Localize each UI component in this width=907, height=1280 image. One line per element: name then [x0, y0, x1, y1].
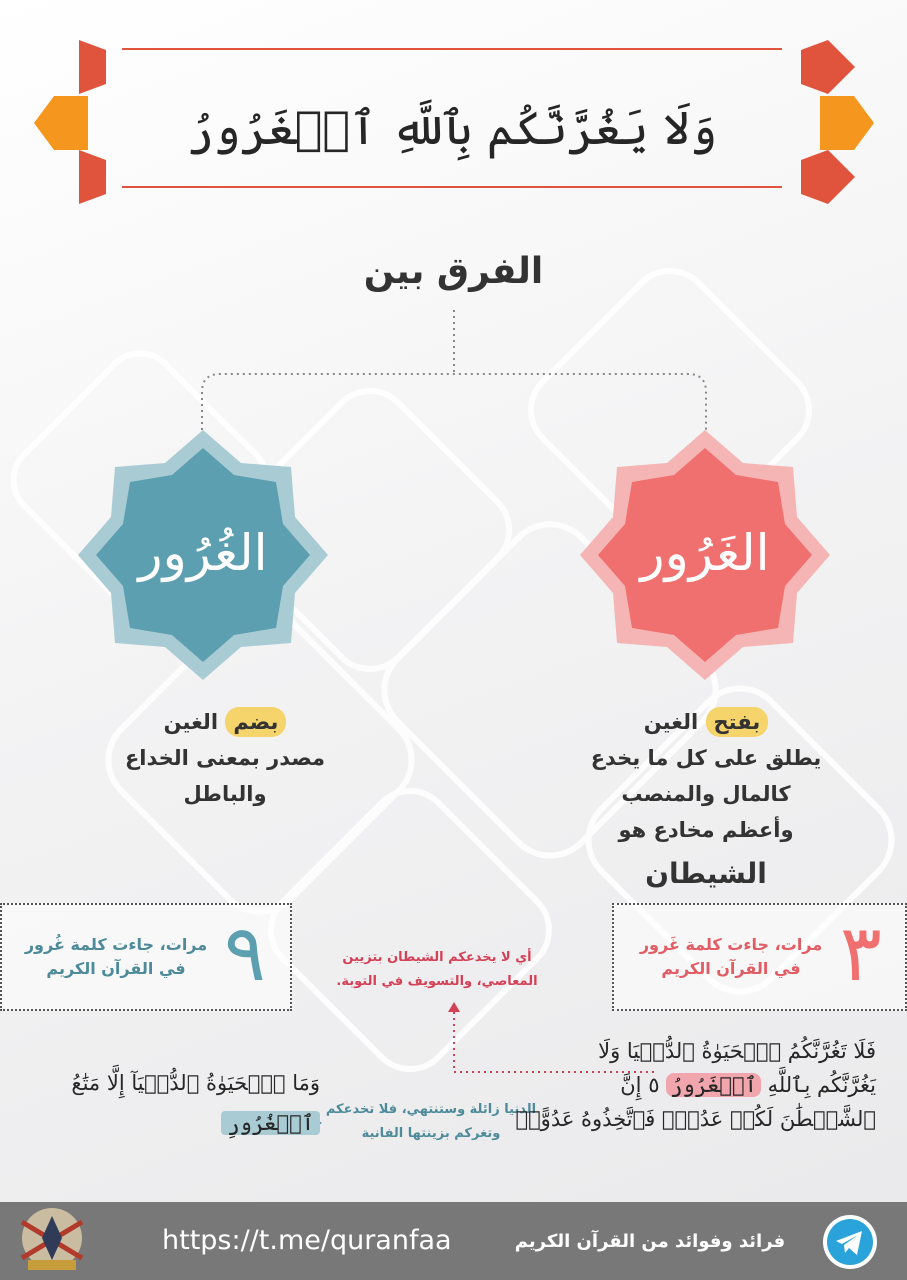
- telegram-icon[interactable]: [822, 1214, 878, 1270]
- left-count-line-1: مرات، جاءت كلمة غُرور: [24, 935, 208, 954]
- right-desc-line-3: وأعظم مخادع هو: [618, 818, 794, 842]
- right-count-number: ٣: [840, 909, 882, 999]
- right-word-star: [580, 430, 830, 680]
- left-letter: الغين: [163, 710, 219, 734]
- right-count-text: [622, 933, 840, 981]
- right-verse-line-2-end: ٥ إِنَّ: [620, 1073, 660, 1097]
- right-desc-emphasis: الشيطان: [645, 857, 767, 890]
- telegram-channel-link[interactable]: https://t.me/quranfaa: [162, 1225, 452, 1256]
- right-desc-line-2: كالمال والمنصب: [621, 782, 791, 806]
- left-verse-line-1: وَمَا ٱلۡحَيَوٰةُ ٱلدُّنۡيَآ إِلَّا مَتَٰعُ: [71, 1071, 320, 1095]
- left-desc-line-1: مصدر بمعنى الخداع: [124, 746, 326, 770]
- red-explanation-note: أي لا يخدعكم الشيطان بتزيين المعاصي، والتسويف في التوبة.: [336, 950, 538, 989]
- right-verse: [515, 1034, 876, 1136]
- right-count-line-2: في القرآن الكريم: [661, 959, 801, 978]
- left-highlight-badge: بضم: [225, 707, 286, 737]
- right-letter: الغين: [643, 710, 699, 734]
- right-verse-line-3: ٱلشَّيۡطَٰنَ لَكُمۡ عَدُوّٞ فَٱتَّخِذُوهُ عَدُوًّاۚ: [515, 1107, 876, 1131]
- left-verse-highlight: ٱلۡغُرُورِ: [221, 1111, 320, 1135]
- red-arrowhead-icon: [448, 1002, 460, 1012]
- right-word-letter-line: [566, 704, 846, 740]
- left-word-letter-line: [100, 704, 350, 740]
- footer-bar: [0, 1202, 907, 1280]
- left-word-label: الغُرُور: [138, 524, 268, 582]
- left-count-line-2: في القرآن الكريم: [46, 959, 186, 978]
- channel-name: فرائد وفوائد من القرآن الكريم: [514, 1231, 786, 1252]
- left-verse-line-2: [70, 1106, 320, 1140]
- forum-logo: [2, 1202, 102, 1280]
- comparison-heading: الفرق بين: [363, 251, 544, 292]
- right-count-line-1: مرات، جاءت كلمة غَرور: [639, 935, 823, 954]
- left-count-number: ٩: [224, 909, 266, 999]
- left-count-text: [10, 933, 222, 981]
- left-word-star: [78, 430, 328, 680]
- right-highlight-badge: بفتح: [706, 707, 769, 737]
- right-word-label: الغَرُور: [640, 524, 770, 582]
- title-verse: وَلَا يَغُرَّنَّكُم بِٱللَّهِ ٱلۡغَرُورُ: [186, 101, 718, 155]
- left-desc-line-2: والباطل: [183, 782, 267, 806]
- right-desc-line-1: يطلق على كل ما يخدع: [590, 746, 822, 770]
- tree-connector: [0, 0, 907, 460]
- right-verse-line-2: [560, 1068, 876, 1102]
- right-verse-line-2-start: يَغُرَّنَّكُم بِٱللَّهِ: [767, 1073, 876, 1097]
- left-verse: [70, 1066, 320, 1140]
- blue-explanation-note: الدنيا زائلة وستنتهي، فلا تخدعكم وتغركم بزينتها الفانية: [325, 1102, 537, 1141]
- right-verse-line-1: فَلَا تَغُرَّنَّكُمُ ٱلۡحَيَوٰةُ ٱلدُّنۡيَا وَلَا: [598, 1039, 876, 1063]
- right-verse-highlight: ٱلۡغَرُورُ: [666, 1073, 761, 1097]
- right-word-description: [566, 704, 846, 900]
- left-word-description: [100, 704, 350, 812]
